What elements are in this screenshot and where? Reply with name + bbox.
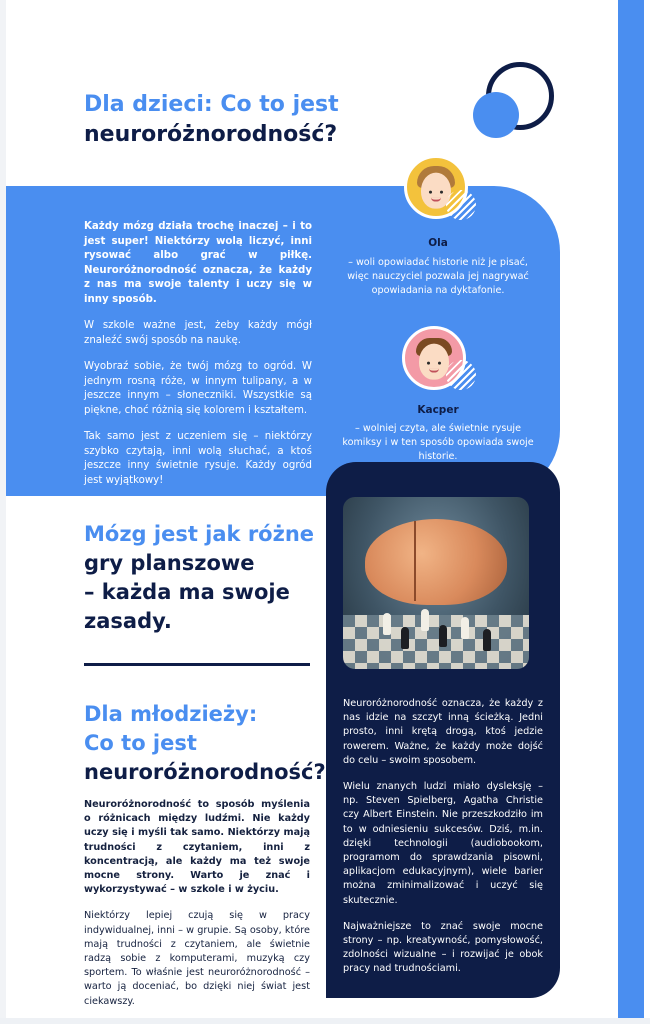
kids-paragraph: W szkole ważne jest, żeby każdy mógł znaleźć swój sposób na naukę. [84,320,312,346]
kids-heading [84,90,384,150]
mouth-icon [429,369,439,373]
kacper-description: – wolniej czyta, ale świetnie rysuje komiksy i w ten sposób opowiada swoje historie. [342,423,534,462]
brain-icon [365,519,507,605]
left-edge [0,0,6,1024]
brain-heading-line2: gry planszowe [84,551,255,575]
ola-description: – woli opowiadać historie niż je pisać, więc nauczyciel pozwala jej nagrywać opowiadania na dyktafonie. [347,257,529,296]
navy-panel-text [343,697,543,989]
eye-icon [429,191,432,194]
brain-divider [414,521,416,601]
eye-icon [438,362,441,365]
bottom-edge [0,1018,650,1024]
brain-heading-line3: – każda ma swoje [84,580,290,604]
eye-icon [440,191,443,194]
kids-paragraph: Wyobraź sobie, że twój mózg to ogród. W jednym rosną róże, w innym tulipany, a w jeszcze innym – słoneczniki. Wszystkie są piękne, choć różnią się kolorem i kształtem. [84,361,312,416]
chess-piece-black [439,625,447,647]
kids-text [84,220,312,500]
teens-heading-line1: Dla młodzieży: [84,702,258,726]
navy-paragraph: Najważniejsze to znać swoje mocne strony – np. kreatywność, pomysłowość, zdolności wizualne – i rozwijać je obok pracy nad trudnościami. [343,920,543,975]
ola-name: Ola [428,237,448,249]
section-divider [84,663,310,666]
brain-heading-line4: zasady. [84,609,172,633]
chess-piece-black [483,629,491,651]
teens-paragraph: Niektórzy lepiej czują się w pracy indywidualnej, inni – w grupie. Są osoby, które mają trudności z czytaniem, ale świetnie radzą sobie z komputerami, muzyką czy sportem. To właśnie jest neuroróżnorodność – warto ją doceniać, bo dzięki niej świat jest ciekawszy. [84,910,310,1007]
kacper-name: Kacper [417,404,459,416]
mouth-icon [431,198,441,202]
navy-paragraph: Wielu znanych ludzi miało dysleksję – np. Steven Spielberg, Agatha Christie czy Albert Einstein. Nie przeszkodziło im to w odniesieniu sukcesów. Dziś, m.in. dzięki technologii (audiobookom, programom do sprawdzania pisowni, aplikacjom edukacyjnym), wiele barier można zminimalizować i uczyć się skutecznie. [343,781,543,906]
teens-heading-line3: neuroróżnorodność? [84,760,326,784]
teens-paragraph: Neuroróżnorodność to sposób myślenia o różnicach między ludźmi. Nie każdy uczy się i myśli tak samo. Niektórzy mają trudności z czytaniem, inni z koncentracją, ale każdy ma też swoje mocne strony. Warto je znać i wykorzystywać – w szkole i w życiu. [84,799,310,896]
eye-icon [427,362,430,365]
chess-piece-white [421,609,429,631]
kids-heading-line1: Dla dzieci: Co to jest [84,92,339,117]
ola-stripes-decoration [446,190,476,220]
chess-piece-white [383,613,391,635]
decorative-dot [473,92,519,138]
kacper-stripes-decoration [446,360,476,390]
navy-paragraph: Neuroróżnorodność oznacza, że każdy z nas idzie na szczyt inną ścieżką. Jedni prosto, inni krętą drogą, ktoś jedzie rowerem. Ważne, że każdy może dojść do celu – swoim sposobem. [343,698,543,766]
kids-paragraph: Tak samo jest z uczeniem się – niektórzy szybko czytają, inni wolą słuchać, a ktoś jeszcze inny świetnie rysuje. Każdy ogród jest wyjątkowy! [84,431,312,486]
right-accent-stripe [618,0,644,1024]
chess-piece-black [401,627,409,649]
teens-text [84,798,310,1021]
kids-heading-line2: neuroróżnorodność? [84,122,338,147]
brain-heading [84,520,324,636]
kacper-face [419,344,449,380]
chess-piece-white [461,617,469,639]
teens-heading [84,700,324,787]
chessboard [343,615,529,669]
kids-paragraph: Każdy mózg działa trochę inaczej – i to jest super! Niektórzy wolą liczyć, inni rysować albo grać w piłkę. Neuroróżnorodność oznacza, że każdy z nas ma swoje talenty i uczy się w inny sposób. [84,221,312,305]
brain-heading-line1: Mózg jest jak różne [84,522,315,546]
teens-heading-line2: Co to jest [84,731,197,755]
brain-chess-illustration [343,497,529,669]
